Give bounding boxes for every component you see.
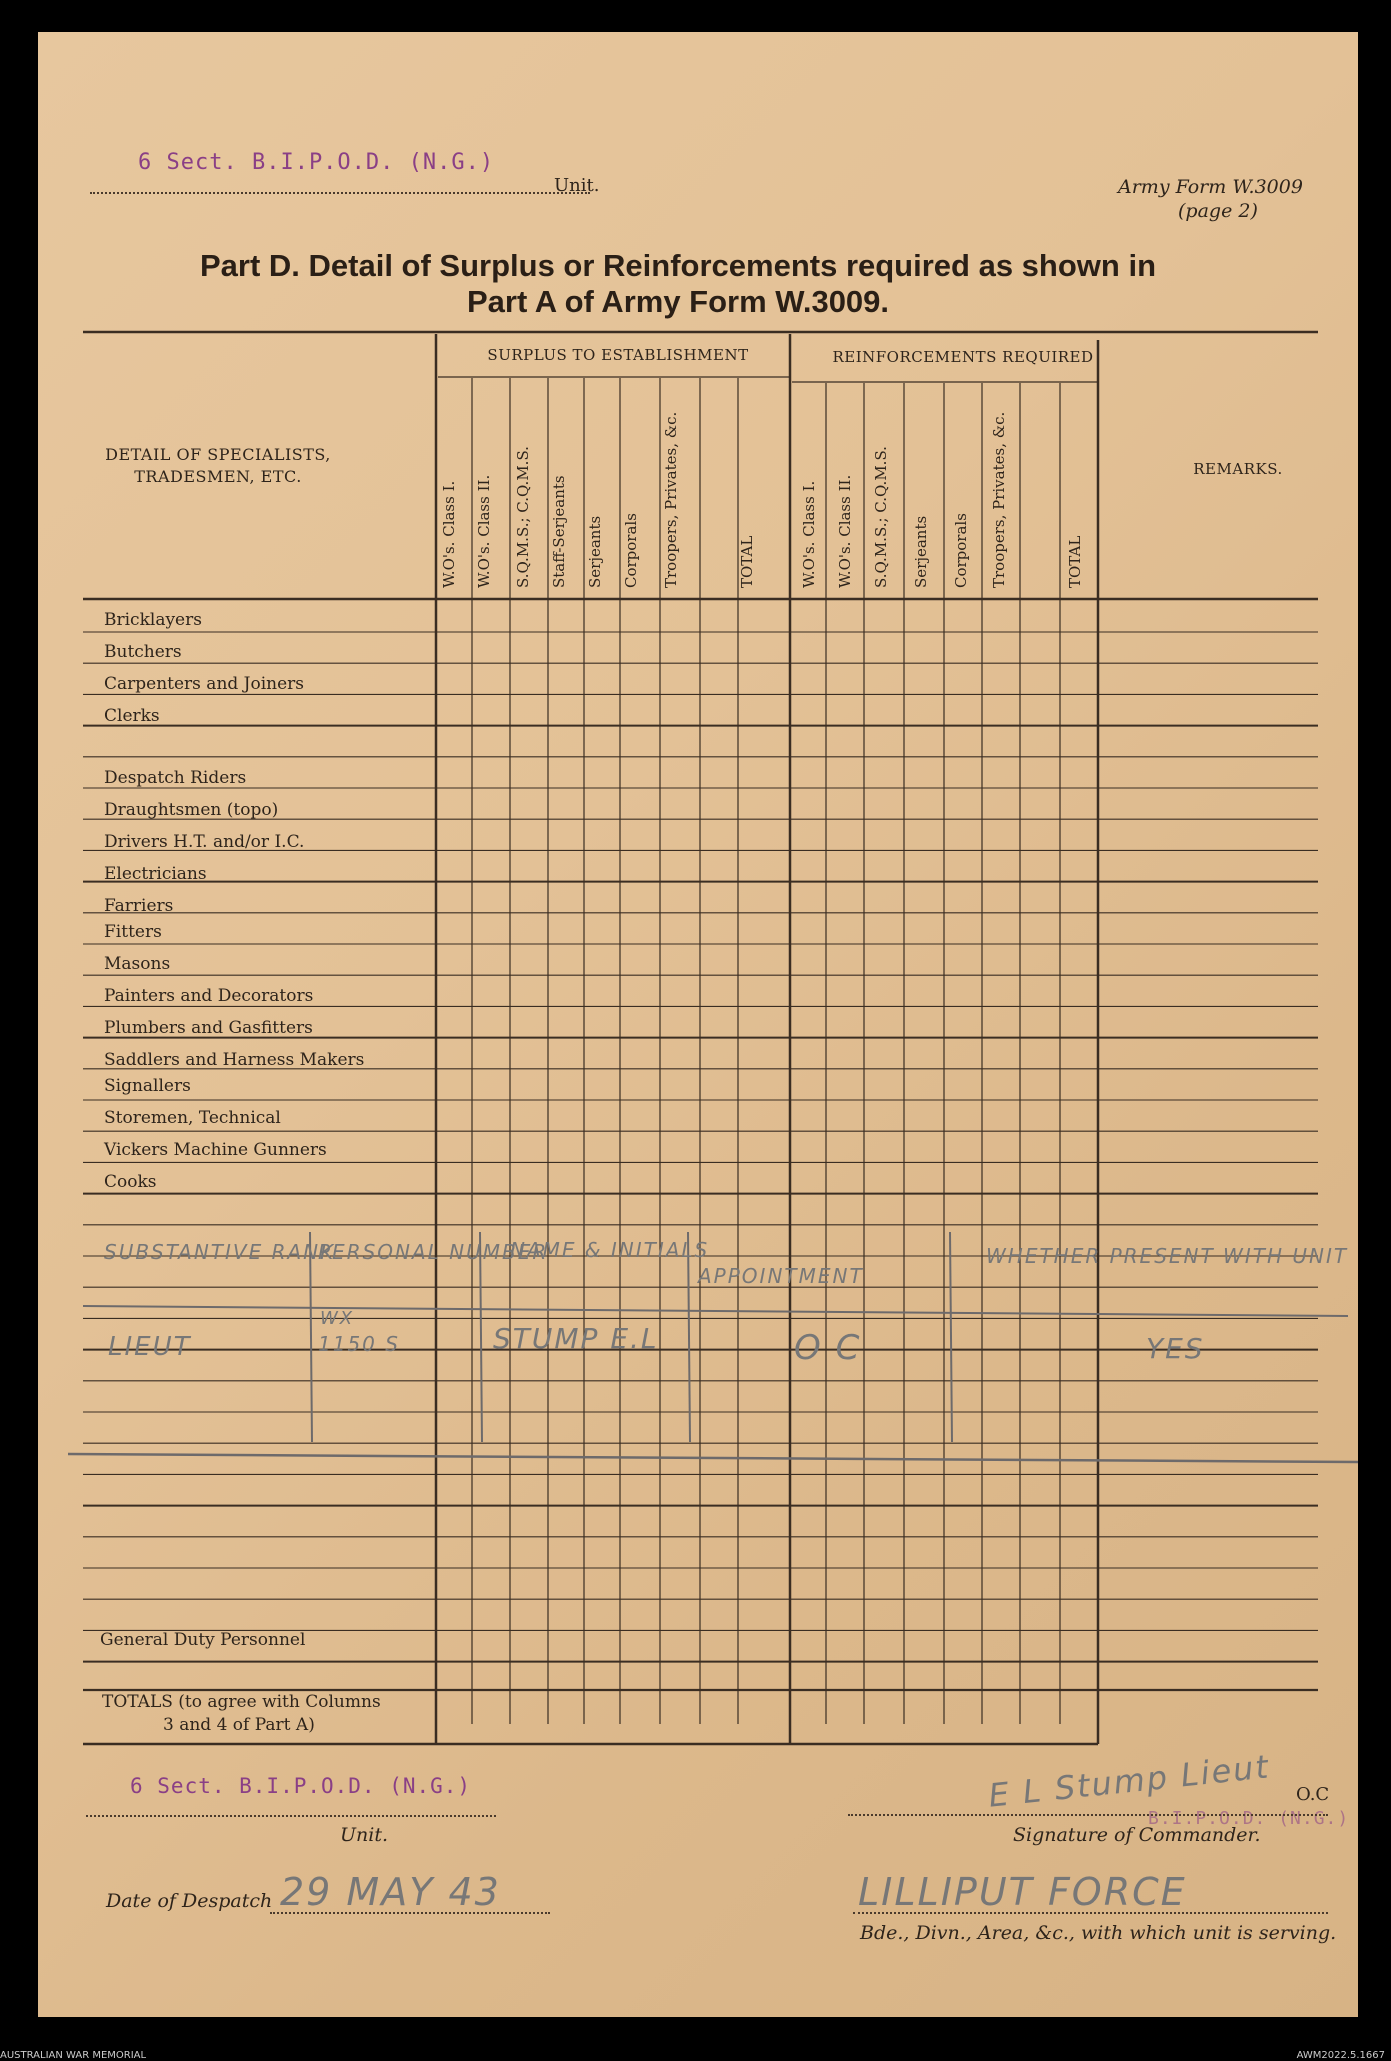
reinforcement-column-header: W.O's. Class I. (800, 480, 818, 588)
row-label: Plumbers and Gasfitters (104, 1018, 313, 1038)
surplus-column-header: W.O's. Class I. (440, 480, 458, 588)
reinforcement-column-header: W.O's. Class II. (836, 474, 854, 588)
footer-unit-line (86, 1815, 496, 1817)
unit-stamp: 6 Sect. B.I.P.O.D. (N.G.) (138, 150, 495, 175)
general-duty-label: General Duty Personnel (100, 1630, 306, 1650)
totals-label-line2: 3 and 4 of Part A) (163, 1715, 315, 1735)
row-label: Clerks (104, 706, 160, 726)
row-label: Cooks (104, 1172, 157, 1192)
pencil-header-number: PERSONAL NUMBER (318, 1240, 549, 1264)
row-label: Despatch Riders (104, 768, 247, 788)
row-label: Drivers H.T. and/or I.C. (104, 832, 305, 852)
footer-unit-label: Unit. (340, 1824, 389, 1846)
row-label: Bricklayers (104, 610, 202, 630)
force-label: Bde., Divn., Area, &c., with which unit is serving. (860, 1922, 1337, 1944)
totals-label-line1: TOTALS (to agree with Columns (102, 1692, 381, 1712)
footer-oc: O.C (1296, 1784, 1330, 1805)
signature-stamp: B.I.P.O.D. (N.G.) (1148, 1808, 1350, 1829)
pencil-rank: LIEUT (108, 1332, 192, 1362)
commander-signature: E L Stump Lieut (986, 1747, 1272, 1815)
surplus-column-header: Troopers, Privates, &c. (662, 411, 680, 588)
row-label: Electricians (104, 864, 207, 884)
pencil-number-line2: 1150 S (318, 1332, 400, 1356)
signature-label: Signature of Commander. (1013, 1824, 1261, 1846)
force-line (853, 1912, 1328, 1914)
pencil-header-appointment: APPOINTMENT (698, 1264, 864, 1288)
reinforcements-header: REINFORCEMENTS REQUIRED (832, 348, 1094, 366)
credit-right: AWM2022.5.1667 (1296, 2050, 1385, 2061)
pencil-appointment: O C (794, 1328, 862, 1368)
surplus-column-header: TOTAL (738, 535, 756, 588)
reinforcement-column-header: TOTAL (1066, 535, 1084, 588)
pencil-column-line (688, 1232, 690, 1442)
footer-unit-stamp: 6 Sect. B.I.P.O.D. (N.G.) (130, 1774, 472, 1798)
surplus-header: SURPLUS TO ESTABLISHMENT (487, 346, 749, 364)
pencil-rule (83, 1306, 1348, 1316)
row-label: Farriers (104, 896, 174, 916)
detail-header: DETAIL OF SPECIALISTS, TRADESMEN, ETC. (105, 445, 331, 486)
unit-label: Unit. (554, 175, 600, 196)
despatch-label: Date of Despatch (106, 1890, 273, 1912)
pencil-number-line1: WX (320, 1308, 355, 1329)
pencil-header-name: NAME & INITIALS (510, 1238, 710, 1262)
row-label: Butchers (104, 642, 182, 662)
pencil-header-present: WHETHER PRESENT WITH UNIT (986, 1244, 1349, 1268)
form-sheet (38, 32, 1358, 2017)
row-label: Carpenters and Joiners (104, 674, 305, 694)
despatch-date: 29 MAY 43 (280, 1870, 501, 1914)
surplus-column-header: Staff-Serjeants (550, 475, 568, 588)
credit-left: AUSTRALIAN WAR MEMORIAL (0, 2050, 147, 2061)
row-label: Saddlers and Harness Makers (104, 1050, 365, 1070)
row-label: Signallers (104, 1076, 191, 1096)
form-page: (page 2) (1178, 200, 1258, 222)
reinforcement-column-header: S.Q.M.S.; C.Q.M.S. (872, 446, 890, 588)
row-label: Draughtsmen (topo) (104, 800, 279, 820)
surplus-column-header: Serjeants (586, 515, 604, 588)
surplus-column-header: W.O's. Class II. (475, 474, 493, 588)
row-label: Storemen, Technical (104, 1108, 281, 1128)
pencil-column-line (950, 1232, 952, 1442)
remarks-header: REMARKS. (1193, 460, 1283, 478)
row-label: Painters and Decorators (104, 986, 314, 1006)
pencil-name: STUMP E.L (493, 1322, 659, 1355)
form-title-line2: Part A of Army Form W.3009. (466, 284, 890, 319)
reinforcement-column-header: Troopers, Privates, &c. (990, 411, 1008, 588)
reinforcement-column-header: Corporals (952, 513, 970, 588)
row-label: Masons (104, 954, 171, 974)
row-label: Fitters (104, 922, 162, 942)
form-title-line1: Part D. Detail of Surplus or Reinforcements required as shown in (199, 248, 1157, 283)
surplus-column-header: Corporals (622, 513, 640, 588)
pencil-present: YES (1146, 1332, 1205, 1365)
row-label: Vickers Machine Gunners (104, 1140, 327, 1160)
form-name: Army Form W.3009 (1118, 176, 1303, 198)
signature-line (848, 1814, 1328, 1816)
force-name: LILLIPUT FORCE (858, 1870, 1187, 1914)
reinforcement-column-header: Serjeants (912, 515, 930, 588)
pencil-rule (68, 1454, 1358, 1462)
pencil-header-rank: SUBSTANTIVE RANK (104, 1240, 336, 1264)
surplus-column-header: S.Q.M.S.; C.Q.M.S. (514, 446, 532, 588)
